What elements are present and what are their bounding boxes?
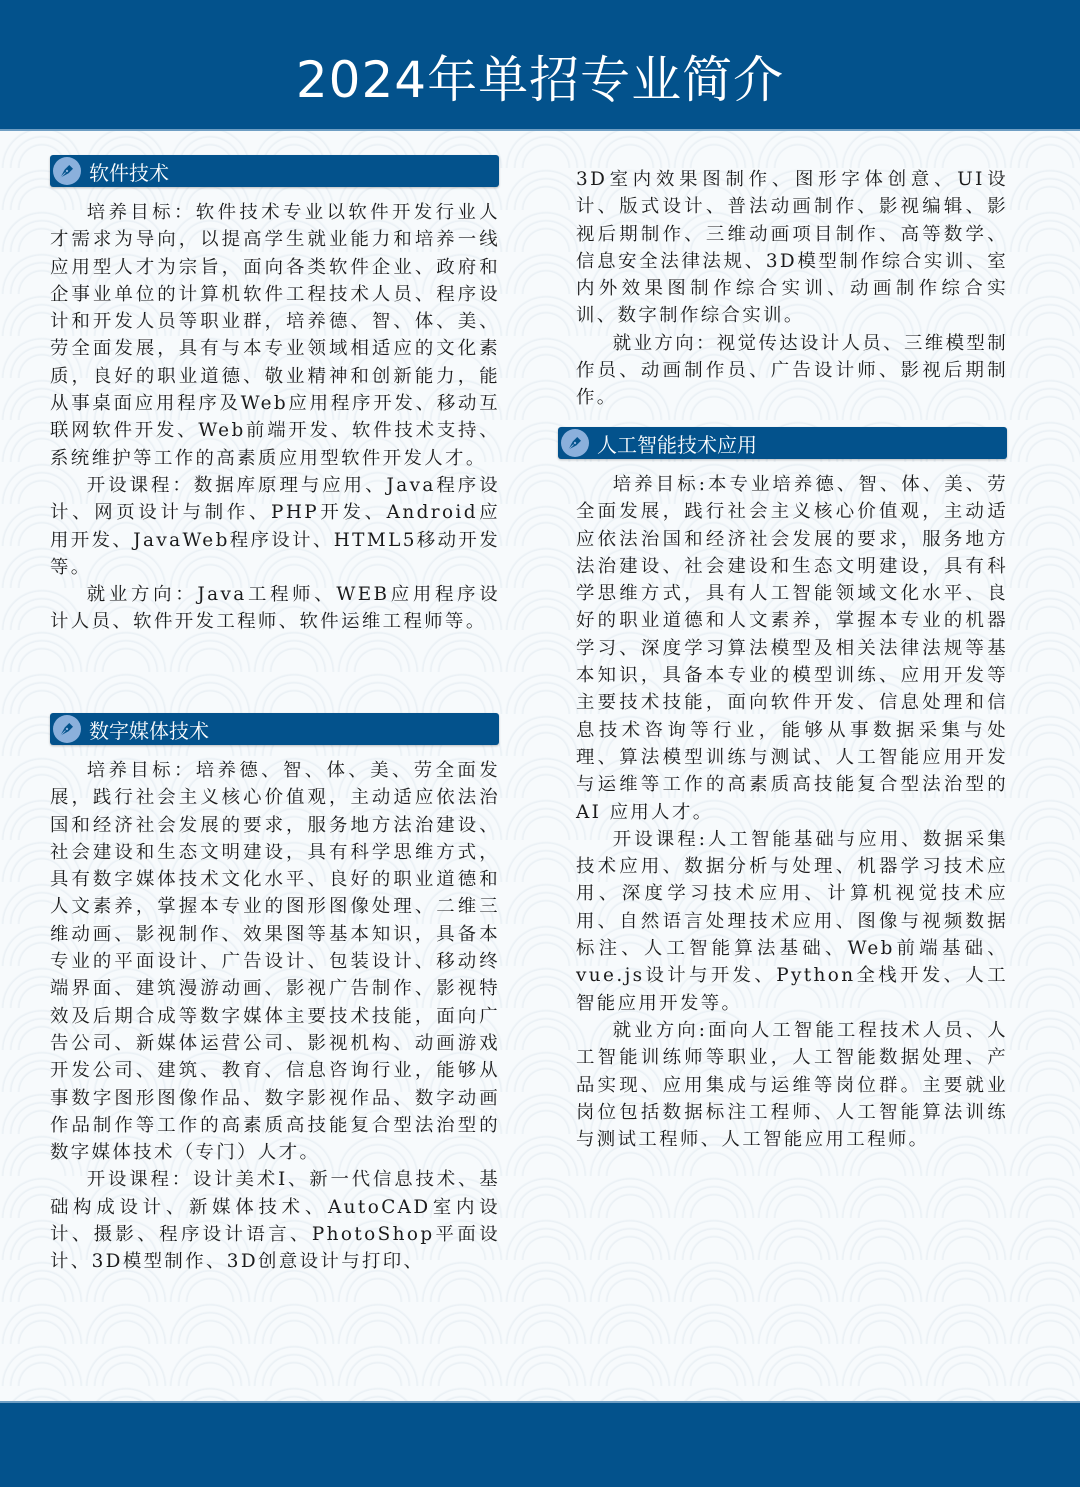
section-body-software bbox=[50, 199, 500, 636]
pen-nib-icon bbox=[53, 715, 81, 743]
paragraph-careers: 就业方向：Java工程师、WEB应用程序设计人员、软件开发工程师、软件运维工程师等。 bbox=[50, 584, 500, 633]
section-header-digital-media bbox=[50, 713, 499, 745]
paragraph-training-goal: 培养目标：培养德、智、体、美、劳全面发展，践行社会主义核心价值观，主动适应依法治国和经济社会发展的要求，服务地方法治建设、社会建设和生态文明建设，具有科学思维方式，具有数字媒体技术文化水平、良好的职业道德和人文素养，掌握本专业的图形图像处理、二维三维动画、影视制作、效果图等基本知识，具备本专业的平面设计、广告设计、包装设计、移动终端界面、建筑漫游动画、影视广告制作、影视特效及后期合成等数字媒体主要技术技能，面向广告公司、新媒体运营公司、影视机构、动画游戏开发公司、建筑、教育、信息咨询行业，能够从事数字图形图像作品、数字影视作品、数字动画作品制作等工作的高素质高技能复合型法治型的数字媒体技术（专门）人才。 bbox=[50, 760, 500, 1164]
section-body-ai bbox=[576, 471, 1008, 1153]
paragraph-courses-continued: 3D室内效果图制作、图形字体创意、UI设计、版式设计、普法动画制作、影视编辑、影视后期制作、三维动画项目制作、高等数学、信息安全法律法规、3D模型制作综合实训、室内外效果图制作综合实训、动画制作综合实训、数字制作综合实训。 bbox=[576, 169, 1008, 327]
pen-nib-icon bbox=[561, 429, 589, 457]
paragraph-careers: 就业方向：视觉传达设计人员、三维模型制作员、动画制作员、广告设计师、影视后期制作。 bbox=[576, 332, 1008, 409]
pen-nib-icon bbox=[53, 157, 81, 185]
page-header bbox=[0, 0, 1080, 131]
paragraph-courses: 开设课程:人工智能基础与应用、数据采集技术应用、数据分析与处理、机器学习技术应用、深度学习技术应用、计算机视觉技术应用、自然语言处理技术应用、图像与视频数据标注、人工智能算法基础、Web前端基础、vue.js设计与开发、Python全栈开发、人工智能应用开发等。 bbox=[576, 828, 1008, 1014]
section-title: 软件技术 bbox=[89, 160, 169, 185]
section-title: 数字媒体技术 bbox=[89, 718, 209, 743]
page-title: 2024年单招专业简介 bbox=[295, 50, 785, 109]
section-header-software bbox=[50, 155, 499, 187]
paragraph-careers: 就业方向:面向人工智能工程技术人员、人工智能训练师等职业，人工智能数据处理、产品实现、应用集成与运维等岗位群。主要就业岗位包括数据标注工程师、人工智能算法训练与测试工程师、人工智能应用工程师。 bbox=[576, 1019, 1008, 1151]
section-header-ai bbox=[558, 427, 1007, 459]
section-body-digital-media-continued bbox=[576, 166, 1008, 412]
section-body-digital-media bbox=[50, 757, 500, 1276]
paragraph-courses: 开设课程：数据库原理与应用、Java程序设计、网页设计与制作、PHP开发、Android应用开发、JavaWeb程序设计、HTML5移动开发等。 bbox=[50, 474, 500, 578]
paragraph-training-goal: 培养目标:本专业培养德、智、体、美、劳全面发展，践行社会主义核心价值观，主动适应依法治国和经济社会发展的要求，服务地方法治建设、社会建设和生态文明建设，具有科学思维方式，具有人工智能领域文化水平、良好的职业道德和人文素养，掌握本专业的机器学习、深度学习算法模型及相关法律法规等基本知识，具备本专业的模型训练、应用开发等主要技术技能，面向软件开发、信息处理和信息技术咨询等行业，能够从事数据采集与处理、算法模型训练与测试、人工智能应用开发与运维等工作的高素质高技能复合型法治型的 AI 应用人才。 bbox=[576, 474, 1008, 823]
paragraph-courses: 开设课程：设计美术Ⅰ、新一代信息技术、基础构成设计、新媒体技术、AutoCAD室内设计、摄影、程序设计语言、PhotoShop平面设计、3D模型制作、3D创意设计与打印、 bbox=[50, 1169, 500, 1273]
section-title: 人工智能技术应用 bbox=[597, 432, 757, 457]
page-footer bbox=[0, 1401, 1080, 1487]
paragraph-training-goal: 培养目标：软件技术专业以软件开发行业人才需求为导向，以提高学生就业能力和培养一线应用型人才为宗旨，面向各类软件企业、政府和企事业单位的计算机软件工程技术人员、程序设计和开发人员等职业群，培养德、智、体、美、劳全面发展，具有与本专业领域相适应的文化素质，良好的职业道德、敬业精神和创新能力，能从事桌面应用程序及Web应用程序开发、移动互联网软件开发、Web前端开发、软件技术支持、系统维护等工作的高素质应用型软件开发人才。 bbox=[50, 202, 500, 469]
